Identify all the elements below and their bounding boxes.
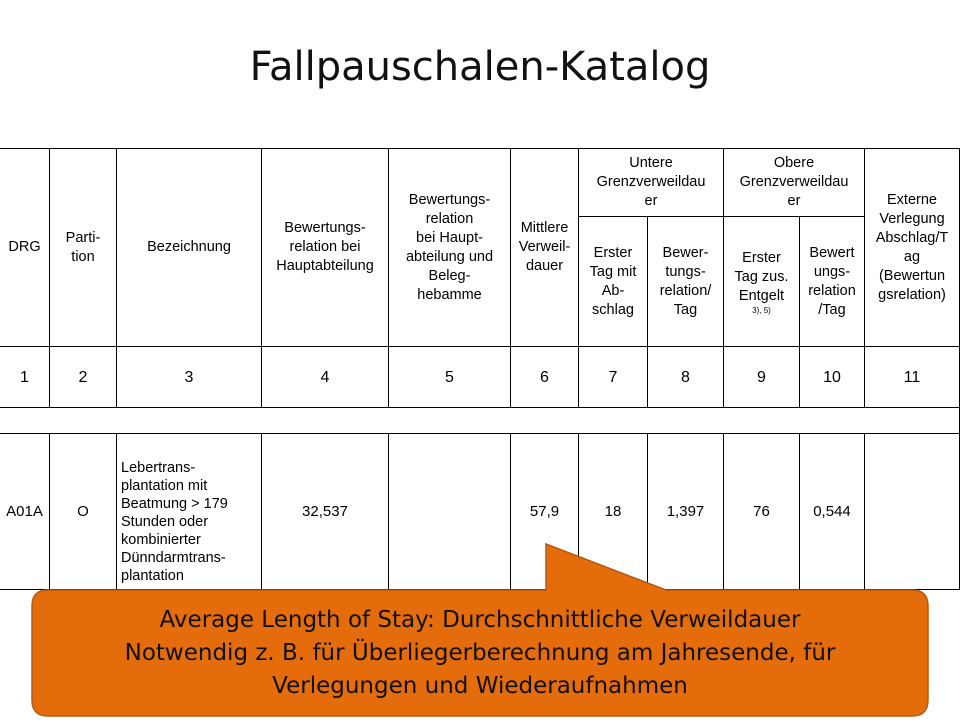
colnum-1: 1 [0, 346, 50, 408]
header-ogvd-bewertungsrelation: Bewert ungs- relation /Tag [799, 216, 865, 347]
colnum-2: 2 [49, 346, 117, 408]
cell-bezeichnung: Lebertrans- plantation mit Beatmung > 179 Stunden oder kombinierter Dünndarmtrans- plantation [116, 433, 262, 590]
cell-mittlere-verweildauer: 57,9 [510, 433, 579, 590]
colnum-6: 6 [510, 346, 579, 408]
header-ogvd-footnote: 3), 5) [752, 305, 771, 315]
header-ugvd-bewertungsrelation: Bewer- tungs- relation/ Tag [647, 216, 724, 347]
colnum-7: 7 [578, 346, 648, 408]
header-drg: DRG [0, 148, 50, 347]
page-title: Fallpauschalen-Katalog [249, 44, 711, 90]
header-obere-grenzverweildauer: Obere Grenzverweildau er [723, 148, 865, 217]
callout-text: Average Length of Stay: Durchschnittliche Verweildauer Notwendig z. B. für Überliegerberechnung am Jahresende, für Verlegungen und Wiederaufnahmen [124, 606, 836, 699]
header-bewertungsrelation-beleg: Bewertungs- relation bei Haupt- abteilung und Beleg- hebamme [388, 148, 511, 347]
colnum-11: 11 [864, 346, 960, 408]
colnum-8: 8 [647, 346, 724, 408]
colnum-5: 5 [388, 346, 511, 408]
header-externe-verlegung: Externe Verlegung Abschlag/T ag (Bewertun gsrelation) [864, 148, 960, 347]
header-ugvd-erster-tag: Erster Tag mit Ab- schlag [578, 216, 648, 347]
cell-partition: O [49, 433, 117, 590]
header-partition: Parti- tion [49, 148, 117, 347]
header-bezeichnung: Bezeichnung [116, 148, 262, 347]
colnum-3: 3 [116, 346, 262, 408]
cell-ogvd-bewertungsrelation: 0,544 [799, 433, 865, 590]
cell-ugvd-erster-tag: 18 [578, 433, 648, 590]
header-ogvd-erster-tag-label: Erster Tag zus. Entgelt [734, 249, 789, 304]
colnum-10: 10 [799, 346, 865, 408]
header-bewertungsrelation-haupt: Bewertungs- relation bei Hauptabteilung [261, 148, 389, 347]
colnum-9: 9 [723, 346, 800, 408]
header-untere-grenzverweildauer: Untere Grenzverweildau er [578, 148, 724, 217]
cell-drg: A01A [0, 433, 50, 590]
cell-ugvd-bewertungsrelation: 1,397 [647, 433, 724, 590]
cell-bewertungsrelation-haupt: 32,537 [261, 433, 389, 590]
header-mittlere-verweildauer: Mittlere Verweil- dauer [510, 148, 579, 347]
colnum-4: 4 [261, 346, 389, 408]
cell-ogvd-erster-tag: 76 [723, 433, 800, 590]
